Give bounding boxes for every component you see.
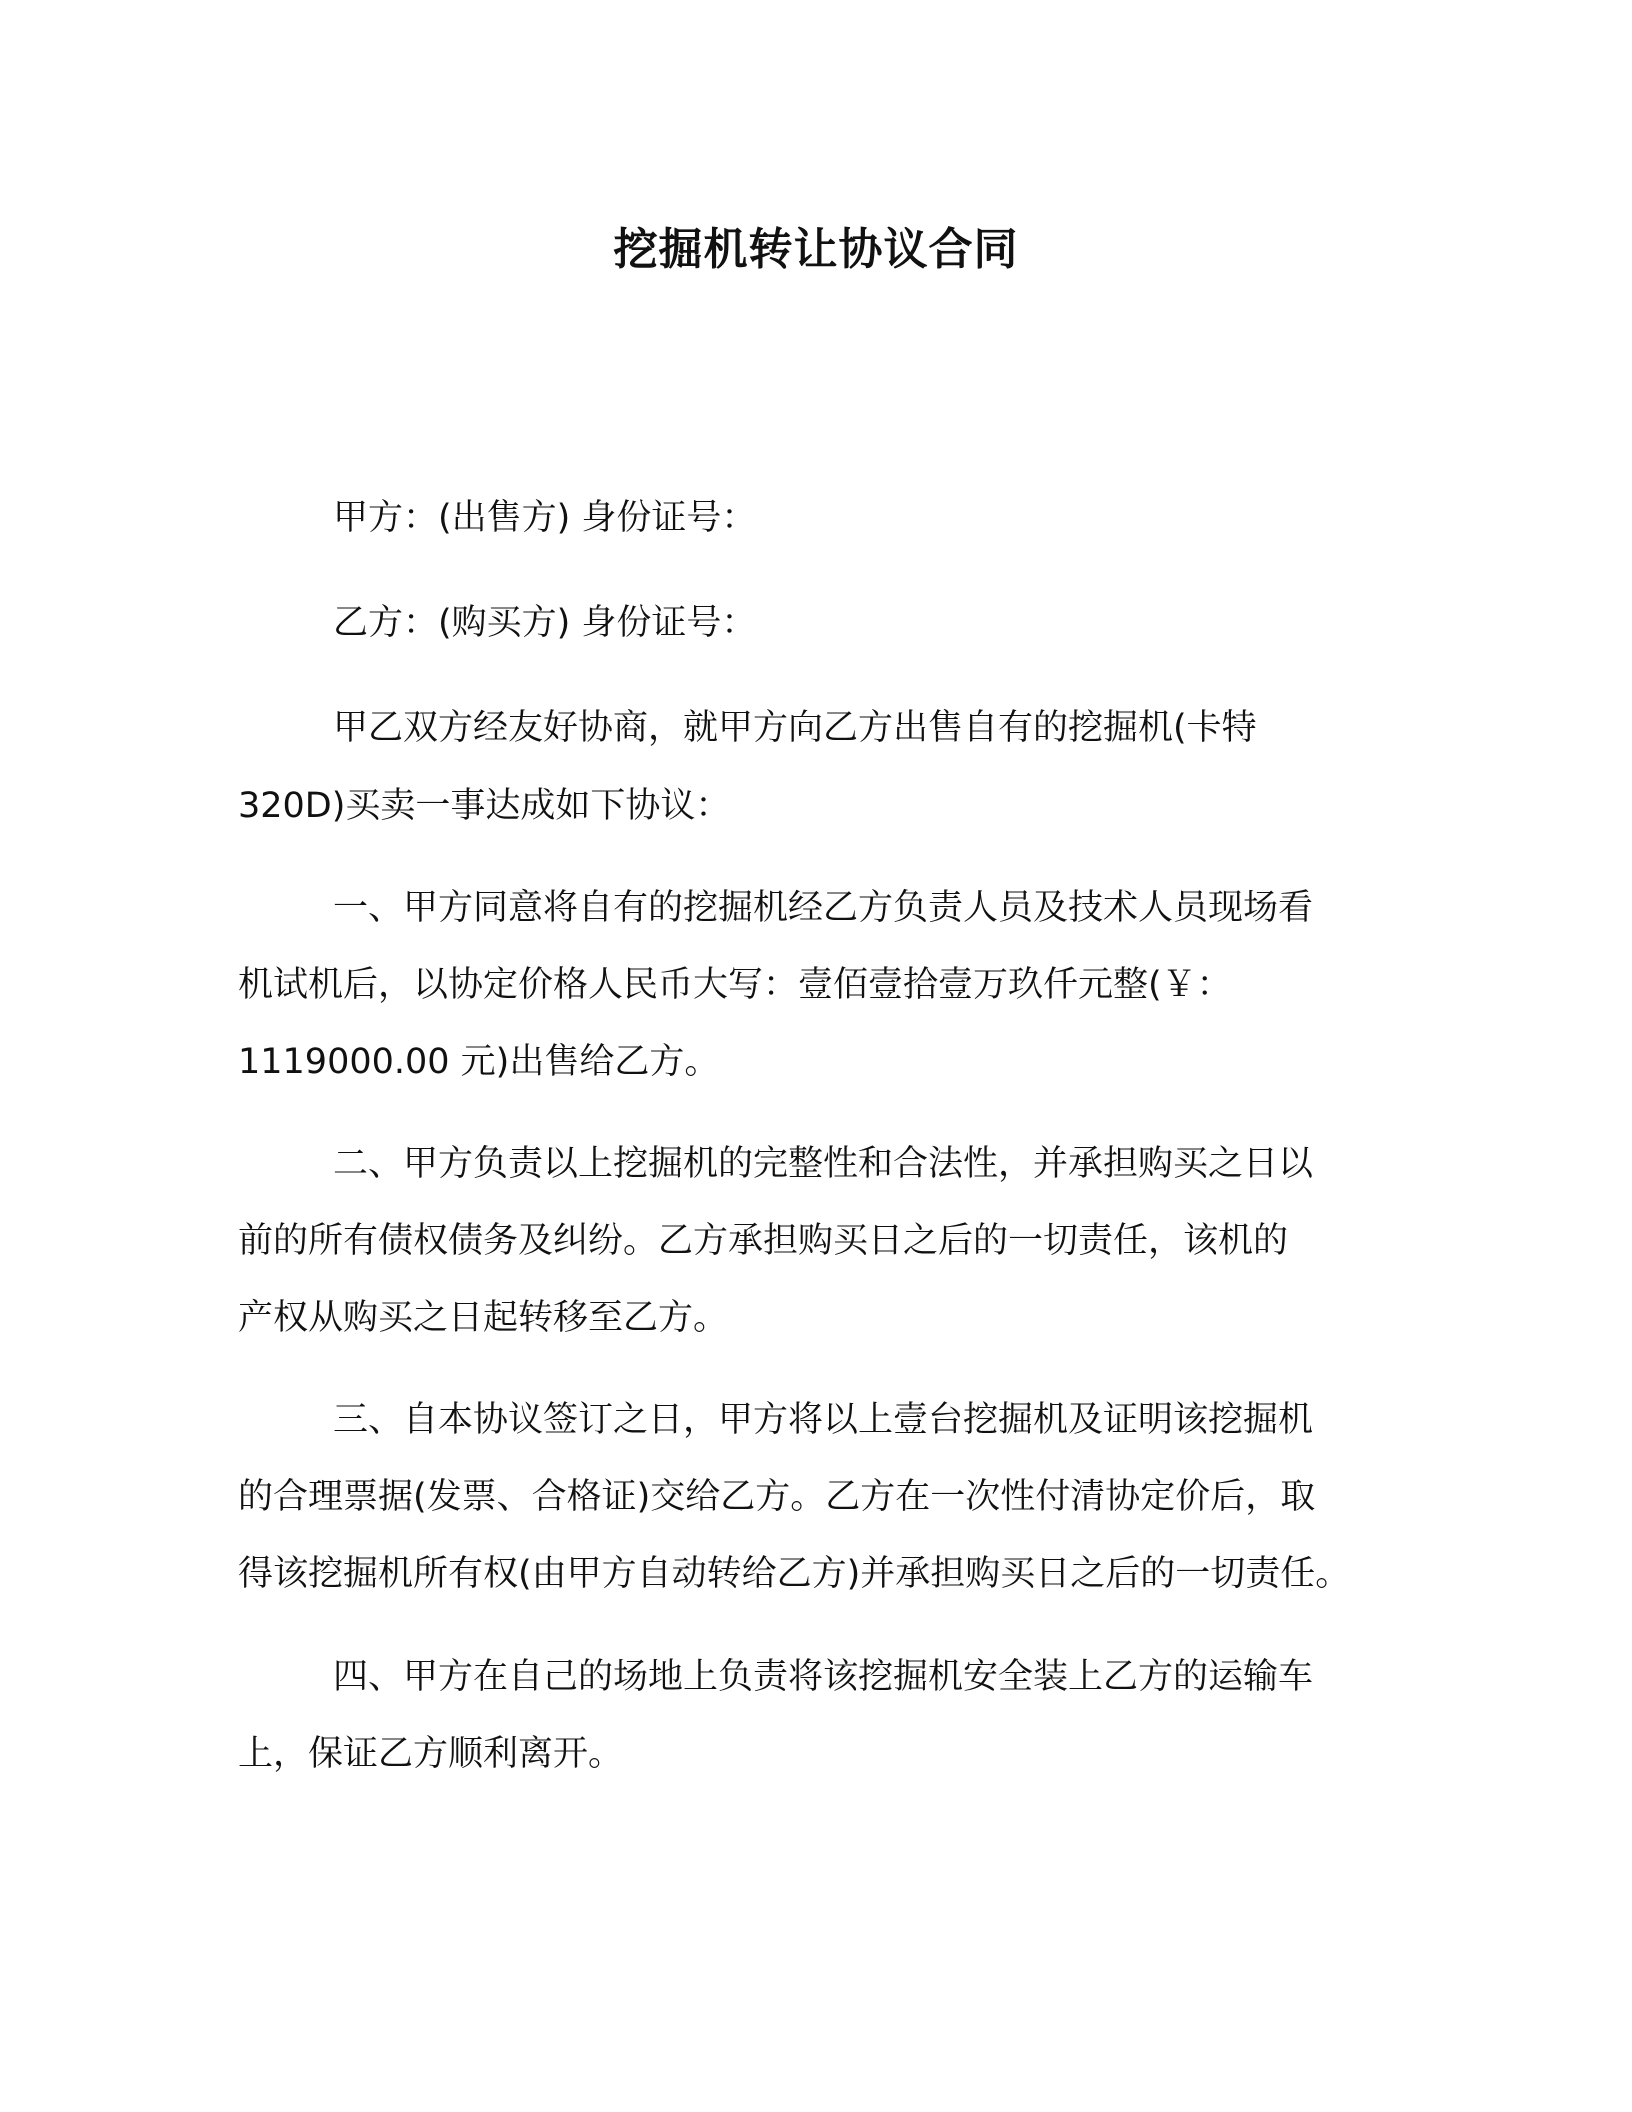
clause-4-line-1: 四、甲方在自己的场地上负责将该挖掘机安全装上乙方的运输车	[333, 1657, 1314, 1697]
document-title: 挖掘机转让协议合同	[613, 224, 1019, 275]
clause-1-line-2: 机试机后，以协定价格人民币大写：壹佰壹拾壹万玖仟元整(￥：	[238, 965, 1232, 1005]
party-b-line: 乙方：(购买方) 身份证号：	[333, 603, 757, 643]
clause-1-line-3: 1119000.00 元)出售给乙方。	[238, 1042, 720, 1082]
clause-2-line-2: 前的所有债权债务及纠纷。乙方承担购买日之后的一切责任，该机的	[238, 1221, 1289, 1261]
clause-2-line-1: 二、甲方负责以上挖掘机的完整性和合法性，并承担购买之日以	[333, 1144, 1314, 1184]
intro-line-1: 甲乙双方经友好协商，就甲方向乙方出售自有的挖掘机(卡特	[333, 708, 1257, 748]
clause-1-line-1: 一、甲方同意将自有的挖掘机经乙方负责人员及技术人员现场看	[333, 888, 1314, 928]
intro-line-2: 320D)买卖一事达成如下协议：	[238, 786, 731, 826]
clause-3-line-1: 三、自本协议签订之日，甲方将以上壹台挖掘机及证明该挖掘机	[333, 1400, 1314, 1440]
clause-4-line-2: 上，保证乙方顺利离开。	[238, 1734, 624, 1774]
clause-3-line-2: 的合理票据(发票、合格证)交给乙方。乙方在一次性付清协定价后，取	[238, 1477, 1316, 1517]
clause-3-line-3: 得该挖掘机所有权(由甲方自动转给乙方)并承担购买日之后的一切责任。	[238, 1554, 1351, 1594]
clause-2-line-3: 产权从购买之日起转移至乙方。	[238, 1298, 729, 1338]
party-a-line: 甲方：(出售方) 身份证号：	[333, 498, 757, 538]
